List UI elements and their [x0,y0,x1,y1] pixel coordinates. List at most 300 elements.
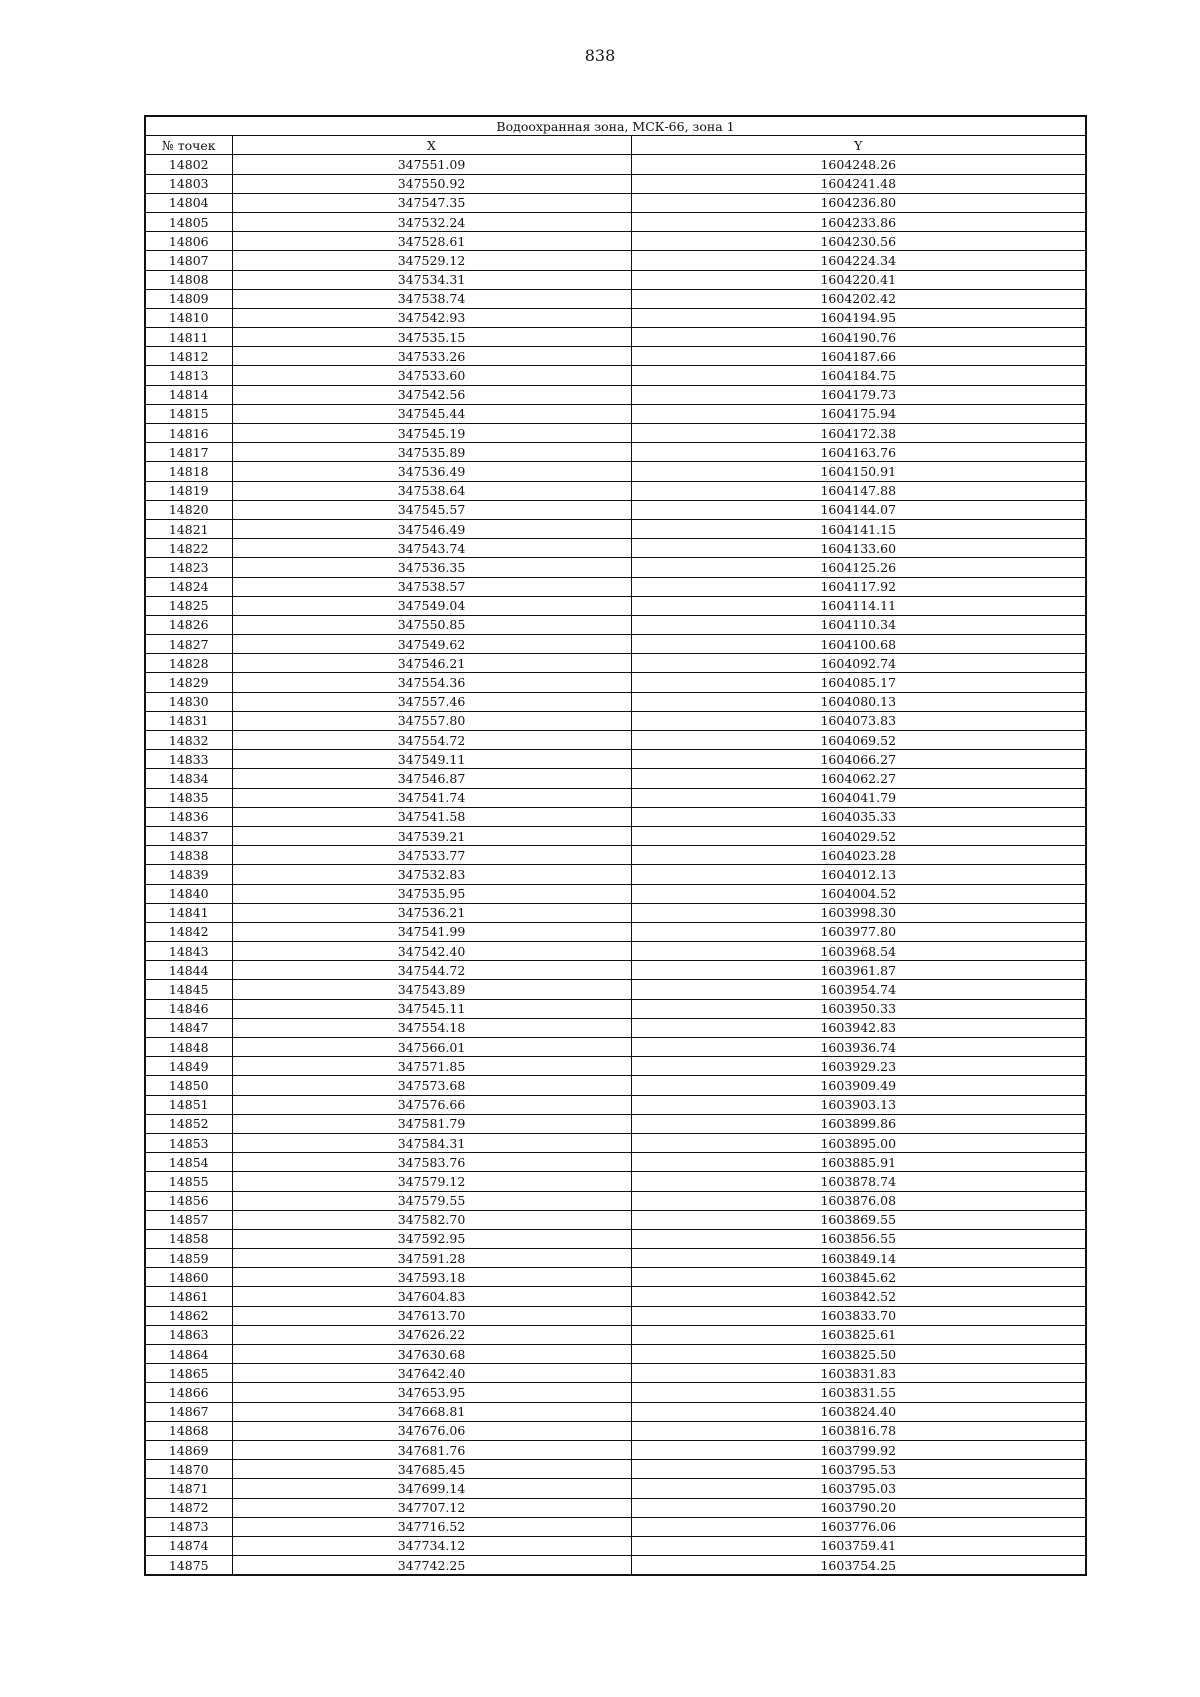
x-cell: 347583.76 [232,1153,631,1172]
y-cell: 1603929.23 [631,1057,1086,1076]
point-number-cell: 14826 [145,615,232,634]
table-row [145,1306,1086,1325]
point-number-cell: 14845 [145,980,232,999]
table-row [145,1536,1086,1555]
x-cell: 347576.66 [232,1095,631,1114]
table-row [145,711,1086,730]
x-cell: 347581.79 [232,1114,631,1133]
y-cell: 1604187.66 [631,347,1086,366]
x-cell: 347538.74 [232,289,631,308]
table-row [145,1018,1086,1037]
point-number-cell: 14811 [145,328,232,347]
x-cell: 347545.11 [232,999,631,1018]
table-row [145,1498,1086,1517]
table-row [145,654,1086,673]
x-cell: 347742.25 [232,1556,631,1576]
table-row [145,443,1086,462]
point-number-cell: 14844 [145,961,232,980]
table-row [145,1268,1086,1287]
y-cell: 1604012.13 [631,865,1086,884]
table-row [145,1076,1086,1095]
x-cell: 347545.44 [232,404,631,423]
table-row [145,884,1086,903]
x-cell: 347541.58 [232,807,631,826]
table-row [145,385,1086,404]
x-cell: 347545.57 [232,500,631,519]
table-row [145,1229,1086,1248]
x-cell: 347528.61 [232,232,631,251]
x-cell: 347533.26 [232,347,631,366]
table-row [145,1153,1086,1172]
table-row [145,1517,1086,1536]
point-number-cell: 14861 [145,1287,232,1306]
x-cell: 347551.09 [232,155,631,174]
y-cell: 1603845.62 [631,1268,1086,1287]
x-cell: 347542.56 [232,385,631,404]
point-number-cell: 14806 [145,232,232,251]
y-cell: 1603776.06 [631,1517,1086,1536]
point-number-cell: 14873 [145,1517,232,1536]
point-number-cell: 14856 [145,1191,232,1210]
point-number-cell: 14838 [145,846,232,865]
y-cell: 1603895.00 [631,1133,1086,1152]
y-cell: 1604150.91 [631,462,1086,481]
table-row [145,999,1086,1018]
table-row [145,366,1086,385]
x-cell: 347538.57 [232,577,631,596]
y-cell: 1603825.61 [631,1325,1086,1344]
y-cell: 1604233.86 [631,212,1086,231]
table-row [145,308,1086,327]
y-cell: 1603831.83 [631,1364,1086,1383]
table-row [145,462,1086,481]
table-row [145,174,1086,193]
point-number-cell: 14850 [145,1076,232,1095]
x-cell: 347549.04 [232,596,631,615]
x-cell: 347613.70 [232,1306,631,1325]
y-cell: 1603903.13 [631,1095,1086,1114]
point-number-cell: 14842 [145,922,232,941]
x-cell: 347535.89 [232,443,631,462]
x-cell: 347547.35 [232,193,631,212]
y-cell: 1603869.55 [631,1210,1086,1229]
point-number-cell: 14828 [145,654,232,673]
x-cell: 347579.12 [232,1172,631,1191]
coordinates-table [144,115,1087,1576]
table-row [145,846,1086,865]
x-cell: 347549.11 [232,750,631,769]
y-cell: 1603833.70 [631,1306,1086,1325]
point-number-cell: 14862 [145,1306,232,1325]
point-number-cell: 14870 [145,1460,232,1479]
y-cell: 1604133.60 [631,539,1086,558]
table-row [145,750,1086,769]
y-cell: 1604236.80 [631,193,1086,212]
y-cell: 1604220.41 [631,270,1086,289]
table-row [145,577,1086,596]
table-row [145,1057,1086,1076]
table-row [145,270,1086,289]
y-cell: 1603816.78 [631,1421,1086,1440]
point-number-cell: 14857 [145,1210,232,1229]
x-cell: 347550.92 [232,174,631,193]
y-cell: 1604035.33 [631,807,1086,826]
point-number-cell: 14814 [145,385,232,404]
table-row [145,155,1086,174]
y-cell: 1604080.13 [631,692,1086,711]
x-cell: 347539.21 [232,826,631,845]
y-cell: 1603754.25 [631,1556,1086,1576]
x-cell: 347534.31 [232,270,631,289]
table-row [145,193,1086,212]
y-cell: 1604110.34 [631,615,1086,634]
x-cell: 347630.68 [232,1345,631,1364]
point-number-cell: 14871 [145,1479,232,1498]
y-cell: 1604114.11 [631,596,1086,615]
point-number-cell: 14840 [145,884,232,903]
x-cell: 347536.21 [232,903,631,922]
point-number-cell: 14846 [145,999,232,1018]
y-cell: 1603878.74 [631,1172,1086,1191]
point-number-cell: 14813 [145,366,232,385]
y-cell: 1604179.73 [631,385,1086,404]
y-cell: 1603950.33 [631,999,1086,1018]
table-row [145,1172,1086,1191]
table-row [145,558,1086,577]
table-row [145,1210,1086,1229]
y-cell: 1604163.76 [631,443,1086,462]
point-number-cell: 14819 [145,481,232,500]
point-number-cell: 14852 [145,1114,232,1133]
table-row [145,404,1086,423]
point-number-cell: 14827 [145,635,232,654]
point-number-cell: 14839 [145,865,232,884]
y-cell: 1604092.74 [631,654,1086,673]
point-number-cell: 14830 [145,692,232,711]
y-cell: 1603936.74 [631,1038,1086,1057]
table-row [145,232,1086,251]
table-row [145,903,1086,922]
table-row [145,1421,1086,1440]
point-number-cell: 14810 [145,308,232,327]
x-cell: 347546.49 [232,519,631,538]
x-cell: 347554.36 [232,673,631,692]
table-row [145,961,1086,980]
table-row [145,1095,1086,1114]
y-cell: 1603831.55 [631,1383,1086,1402]
table-row [145,1038,1086,1057]
y-cell: 1604144.07 [631,500,1086,519]
point-number-cell: 14836 [145,807,232,826]
point-number-cell: 14832 [145,731,232,750]
point-number-cell: 14865 [145,1364,232,1383]
point-number-cell: 14851 [145,1095,232,1114]
x-cell: 347668.81 [232,1402,631,1421]
point-number-cell: 14816 [145,424,232,443]
y-cell: 1603968.54 [631,942,1086,961]
table-row [145,1325,1086,1344]
point-number-cell: 14848 [145,1038,232,1057]
page-number: 838 [584,46,616,65]
table-row [145,922,1086,941]
table-row [145,500,1086,519]
table-row [145,1191,1086,1210]
x-cell: 347734.12 [232,1536,631,1555]
point-number-cell: 14825 [145,596,232,615]
y-cell: 1603961.87 [631,961,1086,980]
point-number-cell: 14849 [145,1057,232,1076]
point-number-cell: 14809 [145,289,232,308]
y-cell: 1604069.52 [631,731,1086,750]
point-number-cell: 14834 [145,769,232,788]
y-cell: 1604241.48 [631,174,1086,193]
y-cell: 1603909.49 [631,1076,1086,1095]
table-row [145,596,1086,615]
table-row [145,615,1086,634]
point-number-cell: 14805 [145,212,232,231]
point-number-cell: 14868 [145,1421,232,1440]
header-y: Y [631,136,1086,155]
y-cell: 1604175.94 [631,404,1086,423]
point-number-cell: 14822 [145,539,232,558]
y-cell: 1603899.86 [631,1114,1086,1133]
y-cell: 1603885.91 [631,1153,1086,1172]
table-row [145,807,1086,826]
header-point-number: № точек [145,136,232,155]
y-cell: 1604062.27 [631,769,1086,788]
y-cell: 1604100.68 [631,635,1086,654]
header-x: X [232,136,631,155]
point-number-cell: 14804 [145,193,232,212]
y-cell: 1604066.27 [631,750,1086,769]
x-cell: 347554.18 [232,1018,631,1037]
point-number-cell: 14829 [145,673,232,692]
x-cell: 347566.01 [232,1038,631,1057]
table-row [145,1249,1086,1268]
point-number-cell: 14854 [145,1153,232,1172]
table-row [145,328,1086,347]
x-cell: 347543.74 [232,539,631,558]
point-number-cell: 14860 [145,1268,232,1287]
table-row [145,942,1086,961]
x-cell: 347538.64 [232,481,631,500]
point-number-cell: 14867 [145,1402,232,1421]
y-cell: 1604172.38 [631,424,1086,443]
point-number-cell: 14855 [145,1172,232,1191]
table-row [145,424,1086,443]
x-cell: 347573.68 [232,1076,631,1095]
y-cell: 1603795.53 [631,1460,1086,1479]
x-cell: 347546.21 [232,654,631,673]
x-cell: 347557.80 [232,711,631,730]
point-number-cell: 14843 [145,942,232,961]
point-number-cell: 14847 [145,1018,232,1037]
point-number-cell: 14823 [145,558,232,577]
table-title-row [145,116,1086,136]
y-cell: 1604230.56 [631,232,1086,251]
y-cell: 1604023.28 [631,846,1086,865]
x-cell: 347707.12 [232,1498,631,1517]
x-cell: 347541.99 [232,922,631,941]
table-row [145,731,1086,750]
table-row [145,519,1086,538]
table-title: Водоохранная зона, МСК-66, зона 1 [145,116,1086,136]
x-cell: 347579.55 [232,1191,631,1210]
point-number-cell: 14808 [145,270,232,289]
y-cell: 1603942.83 [631,1018,1086,1037]
y-cell: 1603825.50 [631,1345,1086,1364]
point-number-cell: 14807 [145,251,232,270]
table-row [145,1402,1086,1421]
table-row [145,1479,1086,1498]
y-cell: 1603849.14 [631,1249,1086,1268]
table-row [145,212,1086,231]
x-cell: 347554.72 [232,731,631,750]
table-row [145,347,1086,366]
y-cell: 1603954.74 [631,980,1086,999]
y-cell: 1603759.41 [631,1536,1086,1555]
point-number-cell: 14824 [145,577,232,596]
x-cell: 347532.83 [232,865,631,884]
x-cell: 347533.77 [232,846,631,865]
table-row [145,289,1086,308]
x-cell: 347532.24 [232,212,631,231]
x-cell: 347536.49 [232,462,631,481]
table-row [145,826,1086,845]
x-cell: 347584.31 [232,1133,631,1152]
point-number-cell: 14802 [145,155,232,174]
y-cell: 1603998.30 [631,903,1086,922]
point-number-cell: 14869 [145,1440,232,1459]
x-cell: 347535.15 [232,328,631,347]
y-cell: 1604041.79 [631,788,1086,807]
x-cell: 347626.22 [232,1325,631,1344]
x-cell: 347593.18 [232,1268,631,1287]
y-cell: 1604029.52 [631,826,1086,845]
table-row [145,1133,1086,1152]
x-cell: 347592.95 [232,1229,631,1248]
x-cell: 347582.70 [232,1210,631,1229]
point-number-cell: 14841 [145,903,232,922]
y-cell: 1604004.52 [631,884,1086,903]
table-row [145,635,1086,654]
table-row [145,1556,1086,1576]
y-cell: 1603856.55 [631,1229,1086,1248]
point-number-cell: 14853 [145,1133,232,1152]
y-cell: 1603977.80 [631,922,1086,941]
table-row [145,692,1086,711]
y-cell: 1603790.20 [631,1498,1086,1517]
point-number-cell: 14835 [145,788,232,807]
table-row [145,769,1086,788]
point-number-cell: 14874 [145,1536,232,1555]
point-number-cell: 14866 [145,1383,232,1402]
y-cell: 1604202.42 [631,289,1086,308]
point-number-cell: 14872 [145,1498,232,1517]
x-cell: 347529.12 [232,251,631,270]
table-row [145,1364,1086,1383]
table-row [145,1383,1086,1402]
point-number-cell: 14815 [145,404,232,423]
y-cell: 1604224.34 [631,251,1086,270]
x-cell: 347545.19 [232,424,631,443]
point-number-cell: 14837 [145,826,232,845]
point-number-cell: 14831 [145,711,232,730]
y-cell: 1604248.26 [631,155,1086,174]
x-cell: 347642.40 [232,1364,631,1383]
y-cell: 1603824.40 [631,1402,1086,1421]
x-cell: 347544.72 [232,961,631,980]
table-row [145,481,1086,500]
table-row [145,980,1086,999]
y-cell: 1603795.03 [631,1479,1086,1498]
x-cell: 347676.06 [232,1421,631,1440]
x-cell: 347535.95 [232,884,631,903]
y-cell: 1604117.92 [631,577,1086,596]
point-number-cell: 14817 [145,443,232,462]
x-cell: 347550.85 [232,615,631,634]
x-cell: 347533.60 [232,366,631,385]
x-cell: 347543.89 [232,980,631,999]
x-cell: 347557.46 [232,692,631,711]
point-number-cell: 14812 [145,347,232,366]
point-number-cell: 14875 [145,1556,232,1576]
table-row [145,673,1086,692]
x-cell: 347541.74 [232,788,631,807]
y-cell: 1604147.88 [631,481,1086,500]
table-row [145,1440,1086,1459]
table-row [145,251,1086,270]
table-body [145,155,1086,1575]
x-cell: 347699.14 [232,1479,631,1498]
y-cell: 1603876.08 [631,1191,1086,1210]
y-cell: 1604085.17 [631,673,1086,692]
point-number-cell: 14858 [145,1229,232,1248]
y-cell: 1604125.26 [631,558,1086,577]
x-cell: 347546.87 [232,769,631,788]
x-cell: 347571.85 [232,1057,631,1076]
y-cell: 1603799.92 [631,1440,1086,1459]
y-cell: 1604190.76 [631,328,1086,347]
point-number-cell: 14820 [145,500,232,519]
x-cell: 347604.83 [232,1287,631,1306]
point-number-cell: 14863 [145,1325,232,1344]
y-cell: 1604184.75 [631,366,1086,385]
x-cell: 347542.93 [232,308,631,327]
x-cell: 347716.52 [232,1517,631,1536]
table-row [145,1114,1086,1133]
table-row [145,1345,1086,1364]
point-number-cell: 14821 [145,519,232,538]
point-number-cell: 14864 [145,1345,232,1364]
x-cell: 347681.76 [232,1440,631,1459]
y-cell: 1604194.95 [631,308,1086,327]
point-number-cell: 14833 [145,750,232,769]
table-row [145,1287,1086,1306]
table-row [145,1460,1086,1479]
x-cell: 347549.62 [232,635,631,654]
table-header-row [145,136,1086,155]
table-row [145,865,1086,884]
x-cell: 347591.28 [232,1249,631,1268]
table-row [145,539,1086,558]
y-cell: 1604073.83 [631,711,1086,730]
y-cell: 1603842.52 [631,1287,1086,1306]
point-number-cell: 14803 [145,174,232,193]
x-cell: 347536.35 [232,558,631,577]
y-cell: 1604141.15 [631,519,1086,538]
x-cell: 347653.95 [232,1383,631,1402]
